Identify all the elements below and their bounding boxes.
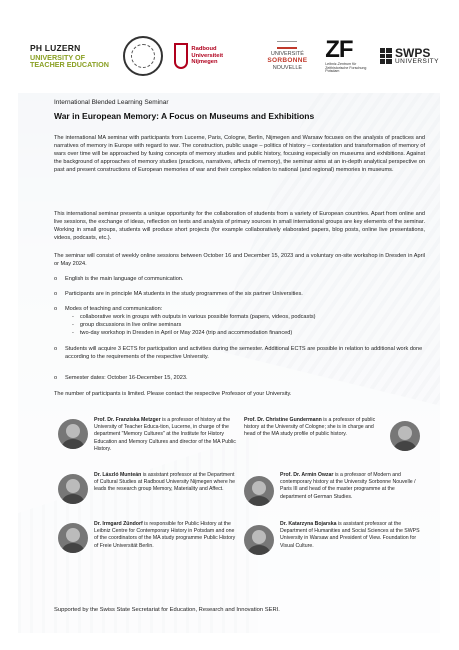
person-card bbox=[58, 521, 236, 553]
person-card bbox=[58, 417, 236, 453]
portrait-photo bbox=[390, 421, 420, 451]
funding-footer: Supported by the Swiss State Secretariat for Education, Research and Innovation SERI. bbox=[54, 607, 280, 613]
ph-luzern-logo: PH LUZERN UNIVERSITY OF TEACHER EDUCATION bbox=[30, 43, 109, 69]
swps-logo: SWPS UNIVERSITY bbox=[380, 47, 439, 66]
bullet-modes: o Modes of teaching and communication: - collaborative work in groups with outputs in various possible formats (papers, videos, podcasts) - group discussions in live online seminars - two-day workshop in Dresden in April or May 2024 (trip and accommodation financed) bbox=[54, 306, 425, 338]
person-name: Prof. Dr. Armin Owzar bbox=[280, 472, 334, 478]
collaboration-paragraph: This international seminar presents a unique opportunity for the collaboration of students from a variety of European countries. Apart from online and live sessions, the exchange of ideas, reflection on texts and analysis of primary sources in small international groups are key elements of the seminar. Working in small groups, students will produce short projects (for example collaboratively elaborated papers, blog posts, online live presentations, videos, podcasts, etc.). bbox=[54, 211, 425, 241]
participants-note: The number of participants is limited. Please contact the respective Professor of your University. bbox=[54, 391, 292, 397]
bullet-ects: o Students will acquire 3 ECTS for participation and activities during the semester. Additional ECTS are possible in relation to additional work done according to the requirements of the respective University. bbox=[54, 346, 423, 360]
intro-paragraph: The international MA seminar with participants from Lucerne, Paris, Cologne, Berlin, Nijmegen and Warsaw focuses on the analysis of practices and narratives of memory in Europe with regard to war. The construction, public usage – politics of history – contestation and transformation of memory of wars over time will be approached by fusing concepts of memory studies and public history, focusing especially on museums and exhibitions. Against the background of approaches of memory studies (practices, narratives, affects of memory), the seminar aims at an in-depth analytical perspective on past and present constructions of European memories of war and their complex relation to national (and regional) memories in museums. bbox=[54, 135, 425, 173]
portrait-photo bbox=[58, 523, 88, 553]
person-bio: is assistant professor at the Department of Humanities and Social Sciences at the SWPS University in Warsaw and President of View. Foundation for Visual Culture. bbox=[280, 521, 420, 549]
person-name: Dr. László Munteán bbox=[94, 472, 142, 478]
portrait-photo bbox=[244, 525, 274, 555]
bullet-semester-dates: o Semester dates: October 16-December 15, 2023. bbox=[54, 375, 188, 381]
schedule-paragraph: The seminar will consist of weekly online sessions between October 16 and December 15, 2023 and a voluntary on-site workshop in Dresden in April or May 2024. bbox=[54, 253, 425, 267]
person-bio: is assistant professor at the Department of Cultural Studies at Radboud University Nijmegen where he leads the research group Memory, Materiality and Affect. bbox=[94, 472, 235, 493]
seminar-title: War in European Memory: A Focus on Museums and Exhibitions bbox=[54, 111, 315, 121]
person-card bbox=[244, 521, 420, 555]
person-bio: is a professor of public history at the University of Cologne; she is in charge and head of the MA study profile of public history. bbox=[244, 417, 376, 438]
sub-bullet: - two-day workshop in Dresden in April or May 2024 (trip and accommodation financed) bbox=[72, 329, 293, 336]
person-card bbox=[244, 472, 420, 506]
person-bio: is responsible for Public History at the Leibniz Centre for Contemporary History in Potsdam and one of the coordinators of the MA study programme Public History of Freie Universität Berlin. bbox=[94, 521, 236, 549]
person-card bbox=[244, 417, 420, 451]
person-name: Dr. Katarzyna Bojarska bbox=[280, 521, 337, 527]
portrait-photo bbox=[244, 476, 274, 506]
portrait-photo bbox=[58, 474, 88, 504]
sub-bullet: - collaborative work in groups with outputs in various possible formats (papers, videos, podcasts) bbox=[72, 313, 316, 320]
portrait-photo bbox=[58, 419, 88, 449]
zzf-logo: ZF Leibniz-Zentrum für Zeithistorische Forschung Potsdam bbox=[325, 36, 367, 74]
person-card bbox=[58, 472, 236, 504]
person-name: Dr. Irmgard Zündorf bbox=[94, 521, 143, 527]
sorbonne-nouvelle-logo: UNIVERSITÉ SORBONNE NOUVELLE bbox=[260, 41, 314, 70]
sub-bullet: - group discussions in live online seminars bbox=[72, 321, 182, 328]
radboud-logo: Radboud Universiteit Nijmegen bbox=[174, 43, 250, 69]
bullet-language: o English is the main language of communication. bbox=[54, 276, 184, 282]
person-bio: is a professor of history at the University of Teacher Educa-tion, Lucerne, in charge of the department "Memory Cultures" at the Institute for History Education and Memory Cultures and director of the MA Public History. bbox=[94, 417, 236, 452]
person-name: Prof. Dr. Franziska Metzger bbox=[94, 417, 161, 423]
person-name: Prof. Dr. Christine Gundermann bbox=[244, 417, 322, 423]
person-bio: is a professor of Modern and contemporary history at the University Sorbonne Nouvelle / Paris III and head of the master programme at the department of German Studies. bbox=[280, 472, 416, 500]
bullet-participants: o Participants are in principle MA students in the study programmes of the six partner Universities. bbox=[54, 291, 303, 297]
seminar-kicker: International Blended Learning Seminar bbox=[54, 99, 169, 106]
